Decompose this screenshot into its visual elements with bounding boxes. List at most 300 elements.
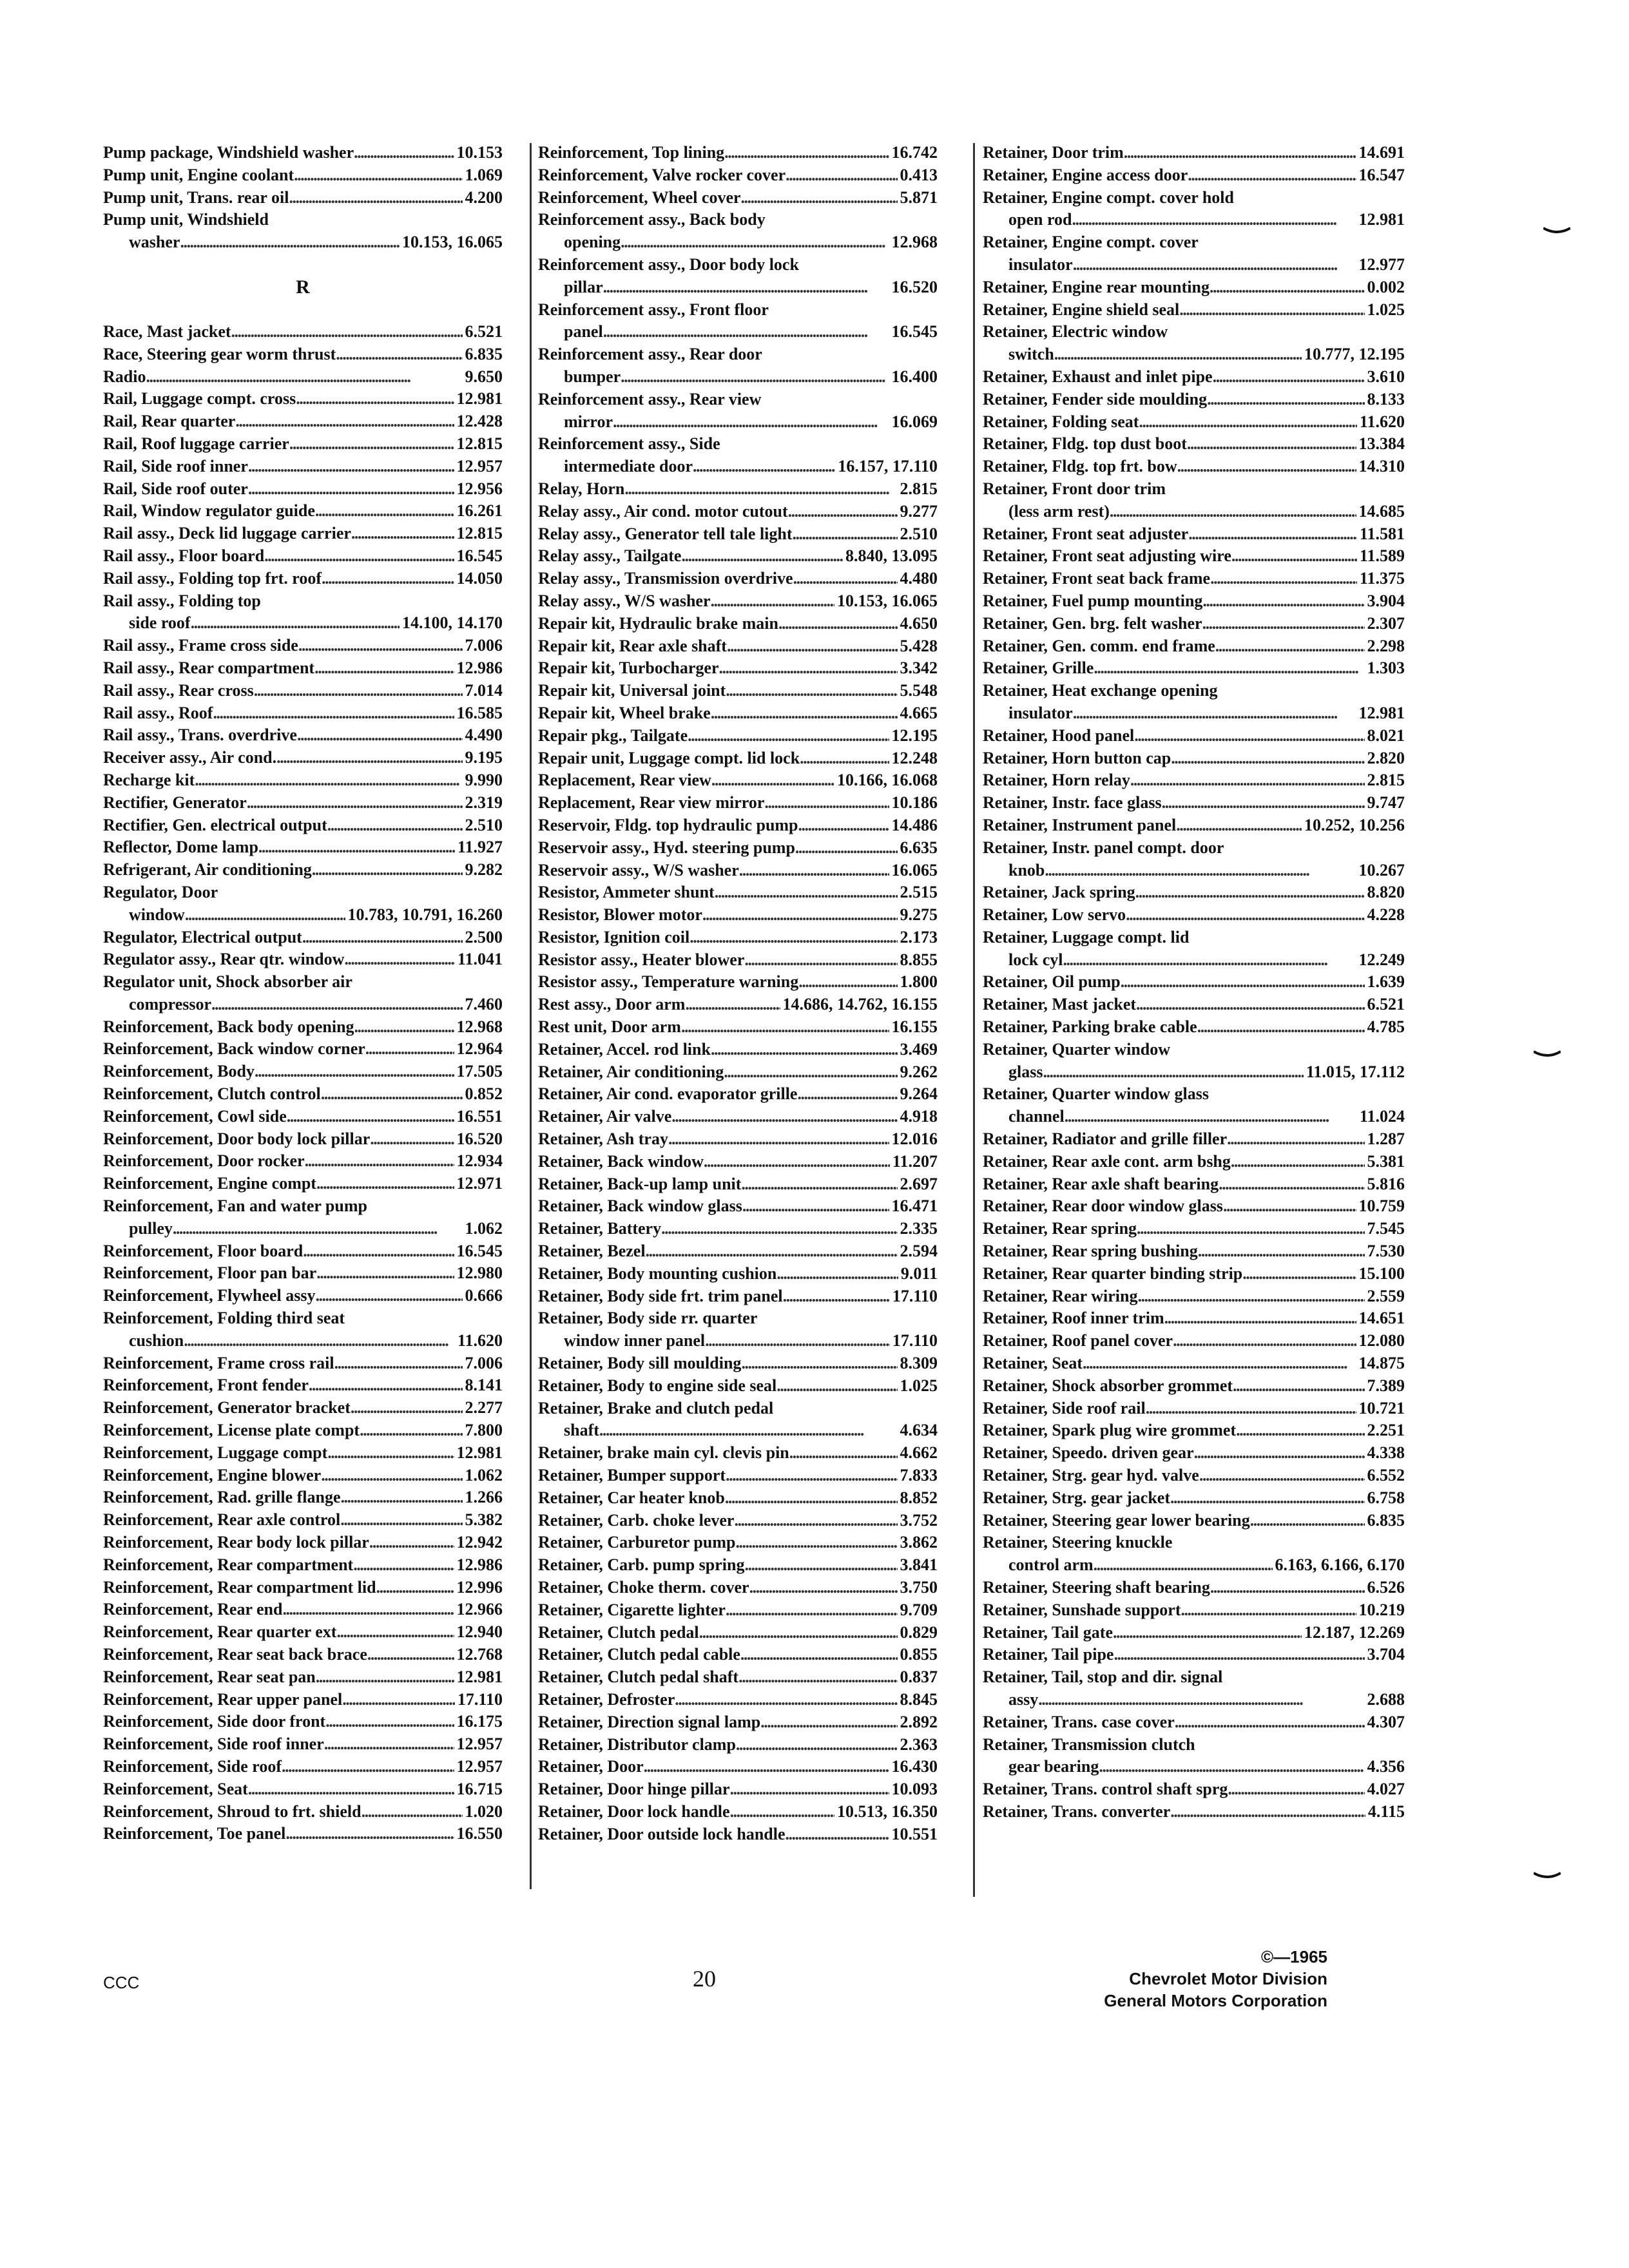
entry-text: Pump unit, Windshield	[103, 210, 269, 229]
entry-text: Retainer, Folding seat	[983, 412, 1139, 431]
index-entry	[538, 680, 938, 702]
page-reference: 8.845	[900, 1689, 938, 1709]
page-reference: 5.871	[900, 187, 938, 207]
entry-text: Reinforcement, Front fender	[103, 1376, 309, 1395]
leader-dots	[248, 478, 454, 501]
entry-text: Retainer, Brake and clutch pedal	[538, 1398, 774, 1418]
index-entry	[538, 635, 938, 658]
entry-text: Retainer, Fldg. top frt. bow	[983, 457, 1177, 476]
index-entry	[983, 164, 1405, 187]
entry-text: Relay assy., Air cond. motor cutout	[538, 501, 788, 521]
entry-text: Rail, Roof luggage carrier	[103, 434, 289, 453]
entry-text: Retainer, Low servo	[983, 905, 1126, 925]
entry-text: Reinforcement, Generator bracket	[103, 1398, 351, 1418]
entry-text: Rail assy., Folding top	[103, 591, 261, 610]
index-entry	[103, 792, 503, 814]
index-entry	[983, 1263, 1405, 1285]
page-reference: 5.548	[900, 681, 938, 700]
page-reference: 10.721	[1358, 1398, 1405, 1418]
leader-dots	[336, 343, 462, 366]
index-entry	[538, 1307, 938, 1330]
leader-dots	[325, 1711, 454, 1733]
index-entry	[103, 1509, 503, 1532]
leader-dots	[1164, 1307, 1356, 1330]
index-entry-continuation	[538, 411, 938, 434]
index-entry	[538, 1711, 938, 1734]
page-reference: 4.307	[1367, 1712, 1405, 1731]
leader-dots	[1113, 1644, 1364, 1666]
page-reference: 12.977	[1358, 255, 1405, 274]
leader-dots	[736, 1734, 898, 1756]
index-entry	[538, 1375, 938, 1398]
entry-text: Rail assy., Trans. overdrive	[103, 726, 297, 745]
entry-text: Retainer, Body sill moulding	[538, 1354, 742, 1373]
index-entry-continuation	[103, 231, 503, 254]
index-entry	[983, 814, 1405, 837]
index-entry	[538, 1106, 938, 1128]
leader-dots	[738, 1666, 897, 1689]
leader-dots	[213, 702, 454, 725]
leader-dots	[1162, 792, 1365, 814]
leader-dots	[1219, 1173, 1364, 1196]
index-entry	[103, 590, 503, 613]
entry-text: Reinforcement, Wheel cover	[538, 187, 741, 207]
leader-dots	[254, 680, 463, 702]
index-column-1	[103, 142, 503, 1845]
entry-text: Retainer, Instr. face glass	[983, 793, 1162, 812]
entry-text: Reinforcement, Rear seat pan	[103, 1667, 316, 1686]
page-reference: 12.016	[891, 1129, 938, 1149]
index-entry	[103, 702, 503, 725]
entry-text: Retainer, Battery	[538, 1219, 662, 1238]
leader-dots	[1199, 1465, 1365, 1487]
index-entry	[538, 949, 938, 972]
leader-dots	[1063, 949, 1356, 972]
leader-dots	[702, 904, 898, 927]
leader-dots	[715, 881, 898, 904]
index-entry	[983, 747, 1405, 770]
leader-dots	[1083, 1352, 1356, 1375]
page-reference: 2.559	[1367, 1286, 1405, 1305]
index-entry	[983, 994, 1405, 1016]
index-entry-continuation	[538, 321, 938, 343]
index-entry	[103, 1621, 503, 1644]
entry-text: Reinforcement, Top lining	[538, 143, 725, 162]
page-reference: 3.752	[900, 1510, 938, 1530]
index-entry	[538, 657, 938, 680]
entry-text: Retainer, Carb. pump spring	[538, 1555, 745, 1575]
entry-text: Reinforcement, Fan and water pump	[103, 1196, 367, 1216]
leader-dots	[705, 1330, 890, 1352]
index-entry	[538, 1577, 938, 1599]
index-entry	[538, 1061, 938, 1084]
entry-text: Repair kit, Hydraulic brake main	[538, 613, 778, 633]
entry-text: channel	[1008, 1107, 1065, 1126]
index-entry	[103, 209, 503, 231]
page-reference: 12.986	[456, 658, 503, 677]
entry-text: Retainer, Engine compt. cover hold	[983, 187, 1234, 207]
leader-dots	[1043, 1061, 1303, 1084]
page-reference: 8.852	[900, 1488, 938, 1507]
entry-text: Retainer, Engine shield seal	[983, 300, 1180, 319]
corporation-name: General Motors Corporation	[1104, 1991, 1327, 2010]
division-name: Chevrolet Motor Division	[1129, 1969, 1327, 1988]
index-entry	[538, 142, 938, 164]
page-reference: 4.356	[1367, 1757, 1405, 1776]
entry-text: Reinforcement, Clutch control	[103, 1084, 321, 1104]
page-reference: 4.228	[1367, 905, 1405, 925]
index-entry	[538, 1240, 938, 1263]
entry-text: Reinforcement, Rear quarter ext	[103, 1622, 337, 1642]
leader-dots	[725, 1487, 898, 1510]
leader-dots	[365, 1038, 454, 1061]
entry-text: Rail assy., Folding top frt. roof	[103, 568, 322, 588]
entry-text: Reinforcement, Engine blower	[103, 1465, 322, 1485]
leader-dots	[1065, 1106, 1357, 1128]
entry-text: Retainer, Bezel	[538, 1242, 646, 1261]
index-entry	[983, 1173, 1405, 1196]
index-entry	[103, 1150, 503, 1173]
page-reference: 16.585	[456, 703, 503, 722]
entry-text: Retainer, Hood panel	[983, 726, 1135, 745]
page-reference: 12.980	[456, 1264, 503, 1283]
leader-dots	[671, 1106, 897, 1128]
leader-dots	[185, 904, 345, 927]
leader-dots	[287, 1106, 454, 1128]
leader-dots	[361, 1801, 463, 1823]
entry-text: Resistor, Blower motor	[538, 905, 702, 925]
leader-dots	[354, 1016, 454, 1039]
leader-dots	[296, 388, 454, 410]
entry-text: Rail assy., Rear compartment	[103, 658, 315, 677]
copyright-year: ©—1965	[1261, 1947, 1327, 1966]
entry-text: Rest assy., Door arm	[538, 995, 686, 1014]
leader-dots	[321, 1083, 463, 1106]
entry-text: Retainer, Strg. gear hyd. valve	[983, 1466, 1199, 1485]
index-entry	[538, 1218, 938, 1240]
page-reference: 6.635	[900, 838, 938, 857]
entry-text: Reinforcement assy., Door body lock	[538, 255, 799, 274]
index-entry	[983, 613, 1405, 635]
leader-dots	[1171, 747, 1364, 770]
page-reference: 10.267	[1358, 860, 1405, 879]
page-reference: 12.957	[456, 1756, 503, 1776]
entry-text: Reservoir assy., Hyd. steering pump	[538, 838, 795, 857]
entry-text: assy	[1008, 1689, 1039, 1709]
index-entry	[983, 433, 1405, 456]
index-entry	[538, 1442, 938, 1465]
page-reference: 16.261	[456, 501, 503, 521]
leader-dots	[354, 142, 454, 164]
entry-text: Reinforcement, Toe panel	[103, 1824, 286, 1843]
entry-text: Rail assy., Deck lid luggage carrier	[103, 524, 351, 543]
index-entry-continuation	[983, 1106, 1405, 1128]
index-entry-continuation	[983, 860, 1405, 882]
page-reference: 5.382	[465, 1510, 503, 1530]
page-reference: 0.855	[900, 1645, 938, 1664]
page-reference: 12.966	[456, 1600, 503, 1619]
entry-text: Retainer, Clutch pedal	[538, 1622, 699, 1642]
leader-dots	[191, 612, 400, 635]
page-reference: 10.783, 10.791, 16.260	[347, 905, 503, 924]
entry-text: panel	[564, 322, 603, 341]
entry-text: Retainer, Fldg. top dust boot	[983, 434, 1187, 454]
index-entry	[983, 1128, 1405, 1151]
index-entry	[538, 1622, 938, 1644]
page-reference: 14.691	[1358, 143, 1405, 162]
index-entry	[983, 1510, 1405, 1532]
page-reference: 8.021	[1367, 726, 1405, 745]
entry-text: switch	[1008, 345, 1054, 364]
entry-text: Retainer, Clutch pedal cable	[538, 1645, 740, 1664]
entry-text: Rail, Luggage compt. cross	[103, 389, 296, 408]
page-reference: 4.115	[1367, 1802, 1405, 1821]
page-reference: 3.750	[900, 1578, 938, 1597]
page-reference: 4.662	[900, 1443, 938, 1463]
entry-text: Pump unit, Engine coolant	[103, 165, 294, 184]
leader-dots	[1202, 590, 1364, 613]
page-reference: 16.175	[456, 1712, 503, 1731]
index-entry	[103, 1016, 503, 1039]
leader-dots	[726, 1599, 898, 1622]
page-reference: 2.335	[900, 1219, 938, 1238]
page-reference: 12.996	[456, 1577, 503, 1597]
index-entry	[538, 433, 938, 456]
page-reference: 10.513, 16.350	[837, 1802, 938, 1821]
leader-dots	[689, 927, 897, 949]
entry-text: Retainer, Exhaust and inlet pipe	[983, 367, 1213, 386]
entry-text: Retainer, Radiator and grille filler	[983, 1129, 1228, 1149]
leader-dots	[1250, 1510, 1365, 1532]
index-entry	[103, 1397, 503, 1419]
index-entry	[103, 948, 503, 971]
index-entry	[983, 1352, 1405, 1375]
page-reference: 5.428	[900, 636, 938, 655]
leader-dots	[298, 635, 463, 657]
index-entry	[538, 904, 938, 927]
leader-dots	[661, 1218, 897, 1240]
leader-dots	[1198, 1240, 1365, 1263]
page-reference: 12.942	[456, 1533, 503, 1552]
leader-dots	[1113, 1622, 1302, 1644]
leader-dots	[297, 724, 463, 747]
index-entry	[103, 1307, 503, 1330]
entry-text: Retainer, Steering knuckle	[983, 1533, 1173, 1552]
page-reference: 4.490	[465, 726, 503, 745]
entry-text: Reservoir assy., W/S washer	[538, 860, 739, 879]
entry-text: Rail, Rear quarter	[103, 412, 236, 431]
leader-dots	[1188, 523, 1357, 546]
entry-text: Regulator assy., Rear qtr. window	[103, 950, 345, 969]
leader-dots	[776, 1263, 898, 1285]
copyright-block	[1083, 1946, 1327, 2012]
index-entry	[983, 1307, 1405, 1330]
entry-text: Retainer, Spark plug wire grommet	[983, 1421, 1237, 1440]
entry-text: Retainer, Back window glass	[538, 1196, 742, 1216]
entry-text: Reinforcement, Door body lock pillar	[103, 1129, 371, 1148]
leader-dots	[741, 1173, 897, 1196]
page-reference: 16.715	[456, 1779, 503, 1798]
index-entry	[983, 1398, 1405, 1420]
index-entry	[538, 1689, 938, 1711]
index-entry	[983, 1419, 1405, 1442]
leader-dots	[599, 1419, 898, 1442]
leader-dots	[248, 1778, 454, 1801]
index-entry	[538, 1756, 938, 1778]
page-reference: 0.829	[900, 1622, 938, 1642]
leader-dots	[621, 366, 889, 389]
page-reference: 0.666	[465, 1286, 503, 1305]
leader-dots	[621, 231, 889, 254]
entry-text: Retainer, Door outside lock handle	[538, 1824, 786, 1843]
index-entry	[983, 881, 1405, 904]
entry-text: Radio	[103, 367, 146, 386]
entry-text: cushion	[129, 1331, 184, 1350]
page-reference: 3.342	[900, 658, 938, 678]
index-entry	[538, 254, 938, 276]
leader-dots	[180, 231, 400, 254]
leader-dots	[1181, 1599, 1356, 1622]
leader-dots	[1231, 545, 1357, 568]
entry-text: Reflector, Dome lamp	[103, 838, 258, 857]
entry-text: shaft	[564, 1421, 599, 1440]
entry-text: Reinforcement, Seat	[103, 1779, 248, 1798]
index-entry	[103, 635, 503, 657]
leader-dots	[316, 1666, 454, 1689]
index-entry-continuation	[538, 231, 938, 254]
leader-dots	[1227, 1128, 1364, 1151]
leader-dots	[1136, 994, 1364, 1016]
page-reference: 2.688	[1367, 1689, 1405, 1709]
index-entry	[103, 410, 503, 433]
index-entry	[983, 725, 1405, 747]
page-reference: 9.282	[465, 860, 503, 879]
leader-dots	[688, 725, 889, 747]
entry-text: Reinforcement, Folding third seat	[103, 1309, 345, 1328]
page-reference: 12.428	[456, 412, 503, 431]
page-reference: 12.957	[456, 456, 503, 476]
entry-text: Reinforcement, Side roof inner	[103, 1735, 324, 1754]
page-reference: 0.413	[900, 165, 938, 184]
leader-dots	[195, 769, 462, 792]
index-entry	[538, 590, 938, 613]
entry-text: Retainer, Bumper support	[538, 1466, 726, 1485]
entry-text: control arm	[1008, 1555, 1094, 1575]
page-reference: 12.968	[891, 233, 938, 252]
index-entry	[538, 1128, 938, 1151]
index-entry	[983, 1330, 1405, 1352]
page-reference: 11.927	[457, 838, 503, 857]
index-entry	[103, 1195, 503, 1218]
entry-text: Reservoir, Fldg. top hydraulic pump	[538, 815, 798, 834]
entry-text: Retainer, Back window	[538, 1151, 704, 1171]
leader-dots	[704, 1151, 890, 1173]
index-entry	[103, 1733, 503, 1756]
entry-text: Resistor assy., Heater blower	[538, 950, 745, 969]
index-entry	[538, 1039, 938, 1061]
index-entry-continuation	[983, 209, 1405, 231]
page-reference: 16.157, 17.110	[838, 457, 938, 476]
index-entry	[103, 321, 503, 343]
entry-text: Retainer, Front door trim	[983, 479, 1166, 498]
index-entry	[103, 971, 503, 994]
page-reference: 2.820	[1367, 748, 1405, 767]
index-entry	[538, 1398, 938, 1420]
leader-dots	[798, 814, 889, 837]
index-entry	[103, 724, 503, 747]
page-reference: 10.153, 16.065	[402, 233, 503, 252]
entry-text: Retainer, Luggage compt. lid	[983, 927, 1190, 947]
entry-text: Retainer, Distributor clamp	[538, 1735, 736, 1754]
index-entry	[983, 1442, 1405, 1465]
leader-dots	[305, 1150, 454, 1173]
leader-dots	[1188, 164, 1356, 187]
index-entry	[103, 1173, 503, 1195]
page-reference: 16.430	[891, 1757, 938, 1776]
page-reference: 2.892	[900, 1712, 938, 1731]
index-entry	[103, 1666, 503, 1689]
index-entry	[983, 1016, 1405, 1039]
page-reference: 2.363	[900, 1735, 938, 1754]
leader-dots	[797, 1083, 897, 1106]
entry-text: Reinforcement, Luggage compt	[103, 1443, 328, 1462]
index-entry	[103, 1554, 503, 1577]
page-reference: 12.195	[891, 726, 938, 745]
index-entry	[983, 456, 1405, 478]
leader-dots	[282, 1756, 454, 1778]
page-reference: 1.287	[1367, 1129, 1405, 1149]
leader-dots	[336, 1621, 454, 1644]
page-reference: 16.545	[456, 546, 503, 565]
index-entry	[103, 1756, 503, 1778]
binding-hole-mark	[1534, 1050, 1561, 1058]
index-entry	[538, 1016, 938, 1039]
entry-text: Reinforcement, Door rocker	[103, 1151, 305, 1171]
entry-text: Retainer, Door hinge pillar	[538, 1780, 730, 1799]
index-entry	[103, 747, 503, 769]
page-reference: 11.589	[1359, 546, 1405, 566]
entry-text: Race, Steering gear worm thrust	[103, 344, 336, 363]
index-entry	[103, 1465, 503, 1487]
entry-text: Retainer, Sunshade support	[983, 1600, 1181, 1619]
leader-dots	[258, 836, 455, 859]
page-reference: 9.011	[900, 1264, 938, 1283]
index-entry	[103, 1532, 503, 1554]
leader-dots	[369, 1532, 454, 1554]
page-reference: 10.759	[1358, 1196, 1405, 1216]
page-reference: 9.650	[465, 367, 503, 386]
index-entry	[538, 837, 938, 860]
index-entry	[103, 1823, 503, 1845]
entry-text: Resistor, Ignition coil	[538, 927, 690, 947]
page-reference: 1.266	[465, 1488, 503, 1507]
index-entry	[103, 1262, 503, 1285]
leader-dots	[315, 500, 454, 523]
leader-dots	[711, 702, 898, 725]
leader-dots	[711, 769, 834, 792]
entry-text: insulator	[1008, 255, 1073, 274]
entry-text: Reinforcement, Side door front	[103, 1712, 326, 1731]
leader-dots	[778, 613, 898, 635]
index-entry	[983, 927, 1405, 949]
page-reference: 12.986	[456, 1555, 503, 1574]
leader-dots	[1187, 433, 1356, 456]
page-reference: 1.639	[1367, 972, 1405, 992]
index-entry	[538, 1263, 938, 1285]
entry-text: Retainer, Cigarette lighter	[538, 1600, 726, 1619]
page-reference: 12.934	[456, 1151, 503, 1171]
index-entry	[983, 792, 1405, 814]
